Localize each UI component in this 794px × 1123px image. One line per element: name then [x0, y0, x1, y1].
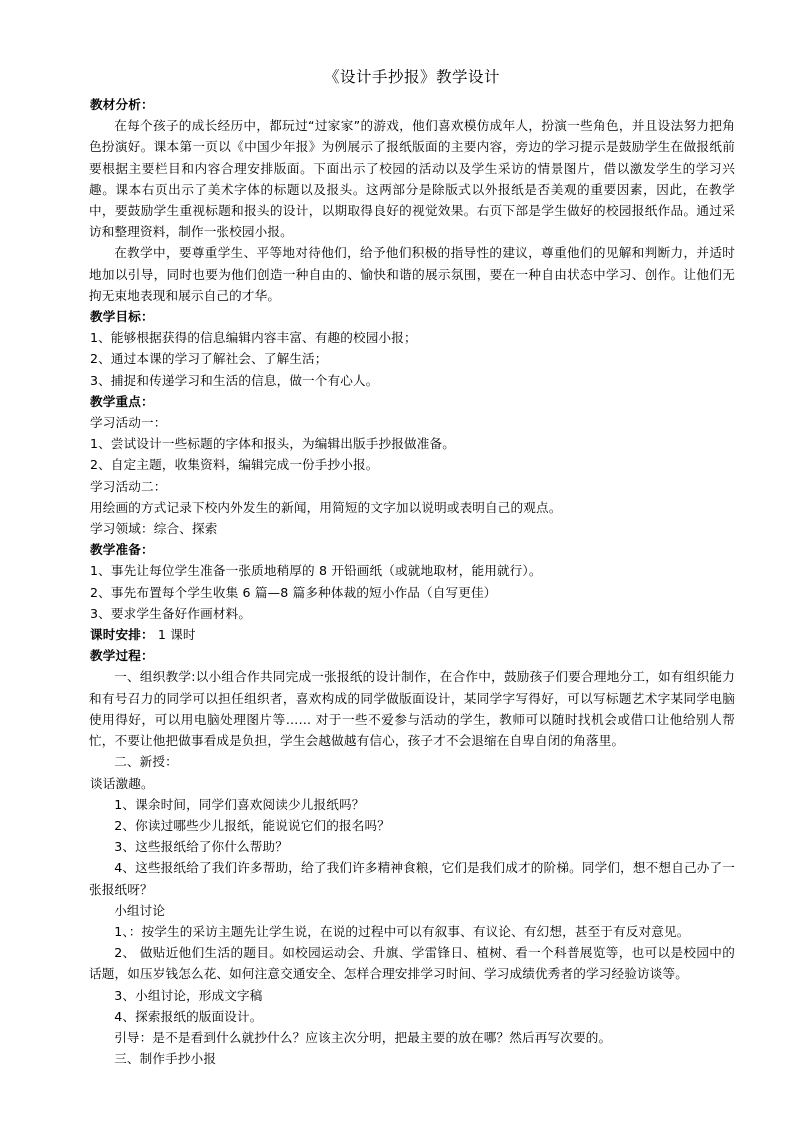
- activity-1-item-1: 1、尝试设计一些标题的字体和报头，为编辑出版手抄报做准备。: [90, 436, 455, 452]
- document-title: 《设计手抄报》教学设计: [323, 68, 500, 86]
- question-1: 1、课余时间，同学们喜欢阅读少儿报纸吗？: [114, 796, 365, 812]
- question-2: 2、你读过哪些少儿报纸，能说说它们的报名吗？: [114, 817, 390, 833]
- preparation-item-3: 3、要求学生备好作画材料。: [90, 605, 252, 621]
- section-heading-objectives: 教学目标：: [90, 309, 154, 325]
- objective-item-1: 1、能够根据获得的信息编辑内容丰富、有趣的校园小报；: [90, 330, 417, 346]
- activity-1-label: 学习活动一：: [90, 415, 167, 431]
- guidance-line: 引导：是不是看到什么就抄什么？应该主次分明，把最主要的放在哪？然后再写次要的。: [114, 1029, 612, 1045]
- learning-field: 学习领域：综合、探索: [90, 521, 218, 537]
- new-lesson-label: 二、新授：: [114, 754, 178, 770]
- group-item-3: 3、小组讨论，形成文字稿: [114, 987, 263, 1003]
- group-item-2: 2、 做贴近他们生活的题目。如校园运动会、升旗、学雷锋日、植树、看一个科普展览等，也可以是校园中的话题，如压岁钱怎么花、如何注意交通安全、怎样合理安排学习时间、学习成绩优秀者的学习经验访谈等。: [89, 945, 735, 982]
- preparation-item-1: 1、事先让每位学生准备一张质地稍厚的 8 开铅画纸（或就地取材，能用就行）。: [90, 563, 542, 579]
- section-heading-key-points: 教学重点：: [90, 393, 154, 409]
- question-4: 4、这些报纸给了我们许多帮助，给了我们许多精神食粮，它们是我们成才的阶梯。同学们，想不想自己办了一张报纸呀？: [89, 860, 735, 897]
- schedule-value: 1 课时: [157, 627, 196, 643]
- make-newspaper-label: 三、制作手抄小报: [114, 1051, 217, 1067]
- paragraph-material-analysis-1: 在每个孩子的成长经历中，都玩过“过家家”的游戏，他们喜欢模仿成年人，扮演一些角色，并且设法努力把角色扮演好。课本第一页以《中国少年报》为例展示了报纸版面的主要内容，旁边的学习提示是鼓励学生在做报纸前要根据主要栏目和内容合理安排版面。下面出示了校园的活动以及学生采访的情景图片，借以激发学生的学习兴趣。课本右页出示了美术字体的标题以及报头。这两部分是除版式以外报纸是否美观的重要因素，因此，在教学中，要鼓励学生重视标题和报头的设计，以期取得良好的视觉效果。右页下部是学生做好的校园报纸作品。通过采访和整理资料，制作一张校园小报。: [89, 118, 735, 240]
- document: [89, 66, 735, 1069]
- section-heading-schedule: 课时安排：: [90, 627, 154, 643]
- activity-2-text: 用绘画的方式记录下校内外发生的新闻，用简短的文字加以说明或表明自己的观点。: [90, 499, 562, 515]
- group-item-1: 1、：按学生的采访主题先让学生说，在说的过程中可以有叙事、有议论、有幻想，甚至于有反对意见。: [114, 923, 690, 939]
- objective-item-3: 3、捕捉和传递学习和生活的信息，做一个有心人。: [90, 372, 379, 388]
- paragraph-material-analysis-2: 在教学中，要尊重学生、平等地对待他们，给予他们积极的指导性的建议，尊重他们的见解和判断力，并适时地加以引导，同时也要为他们创造一种自由的、愉快和谐的展示氛围，要在一种自由状态中学习、创作。让他们无拘无束地表现和展示自己的才华。: [89, 245, 735, 303]
- group-discussion-label: 小组讨论: [114, 902, 166, 918]
- section-heading-preparation: 教学准备：: [90, 542, 154, 558]
- preparation-item-2: 2、事先布置每个学生收集 6 篇—8 篇多种体裁的短小作品（自写更佳）: [90, 584, 497, 600]
- question-3: 3、这些报纸给了你什么帮助？: [114, 839, 289, 855]
- section-heading-material-analysis: 教材分析：: [90, 97, 154, 112]
- group-item-4: 4、探索报纸的版面设计。: [114, 1008, 263, 1024]
- intro-line: 谈话激趣。: [90, 775, 154, 791]
- section-heading-process: 教学过程：: [90, 648, 154, 664]
- activity-2-label: 学习活动二：: [90, 478, 167, 494]
- objective-item-2: 2、通过本课的学习了解社会、了解生活；: [90, 351, 328, 367]
- schedule-line: [89, 624, 735, 645]
- paragraph-organize-teaching: 一、组织教学:以小组合作共同完成一张报纸的设计制作，在合作中，鼓励孩子们要合理地分工，如有组织能力和有号召力的同学可以担任组织者，喜欢构成的同学做版面设计，某同学字写得好，可以写标题艺术字某同学电脑使用得好，可以用电脑处理图片等…… 对于一些不爱参与活动的学生，教师可以随时找机会或借口让他给别人帮忙，不要让他把做事看成是负担，学生会越做越有信心，孩子才不会退缩在自卑自闭的角落里。: [89, 669, 735, 749]
- activity-1-item-2: 2、自定主题，收集资料，编辑完成一份手抄小报。: [90, 457, 379, 473]
